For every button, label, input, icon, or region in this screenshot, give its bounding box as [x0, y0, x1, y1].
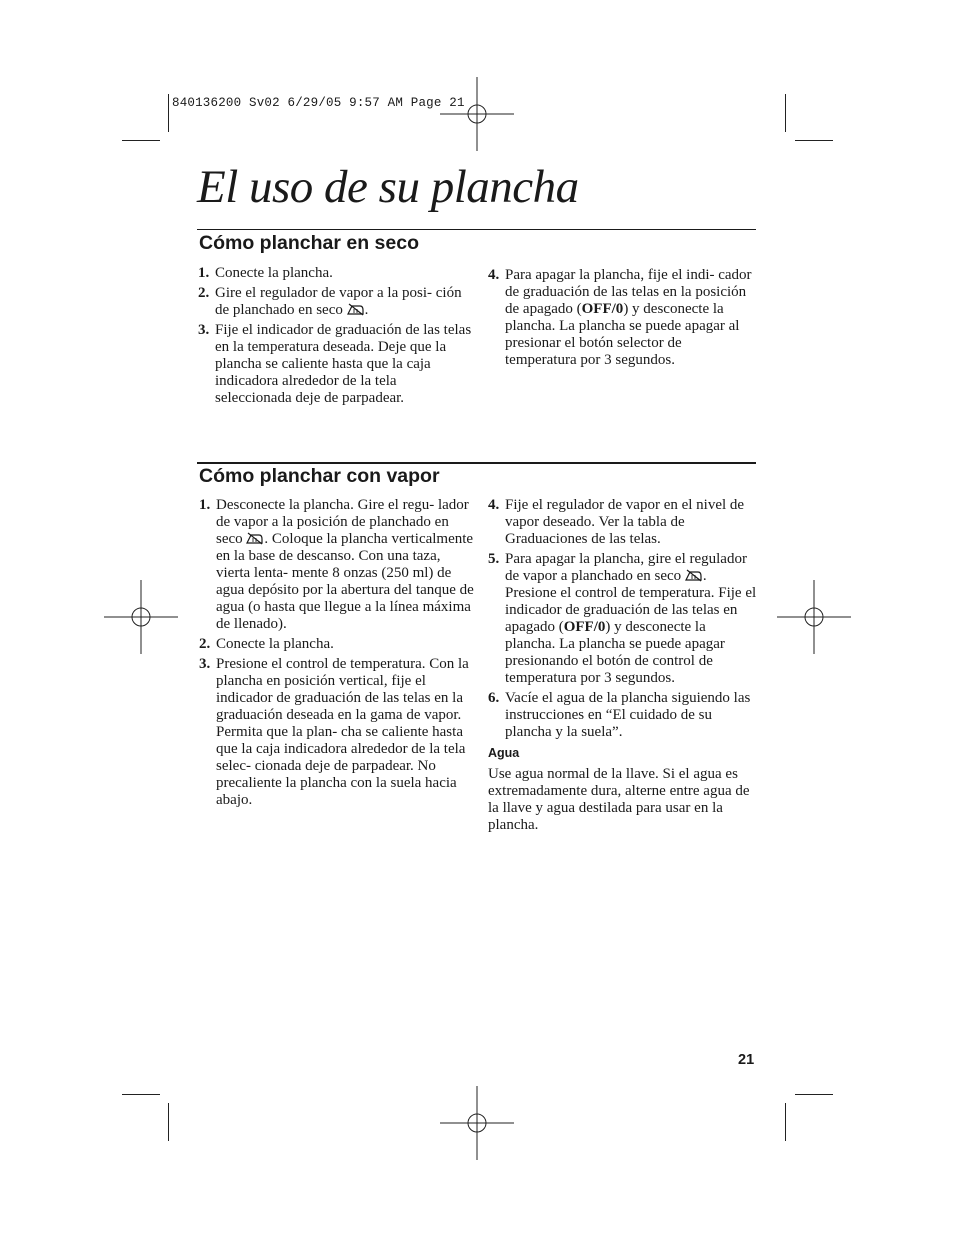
step-text: Conecte la plancha.	[215, 265, 333, 281]
crop-mark	[795, 1094, 833, 1095]
page-title: El uso de su plancha	[197, 161, 579, 213]
crop-mark	[122, 1094, 160, 1095]
crop-mark	[785, 94, 786, 132]
list-item	[199, 656, 474, 809]
step-number: 1.	[199, 497, 211, 513]
section-heading-steam: Cómo planchar con vapor	[199, 465, 440, 487]
list-item	[199, 636, 474, 653]
registration-crosshair-icon	[440, 77, 514, 151]
step-number: 6.	[488, 690, 500, 706]
step-text-middle: . Presione el control de temperatura. Fije el indicador de graduación de las telas en apagado (	[505, 568, 757, 635]
crop-mark	[795, 140, 833, 141]
step-number: 2.	[198, 285, 210, 301]
steam-left-column	[199, 497, 474, 812]
print-slug: 840136200 Sv02 6/29/05 9:57 AM Page 21	[172, 96, 465, 110]
crop-mark	[122, 140, 160, 141]
step-number: 2.	[199, 636, 211, 652]
dry-iron-setting-icon	[685, 568, 703, 582]
off-label: OFF/0	[563, 619, 606, 635]
step-text: Fije el indicador de graduación de las telas en la temperatura deseada. Deje que la plancha se caliente hasta que la caja indicadora alrededor de la tela seleccionada deje de parpadear.	[215, 322, 472, 406]
crop-mark	[168, 1103, 169, 1141]
list-item	[198, 265, 473, 282]
section-rule	[197, 462, 756, 464]
steam-right-column	[488, 497, 758, 834]
step-text: Desconecte la plancha. Gire el regu- lador de vapor a la posición de planchado en seco	[216, 497, 469, 547]
step-text: Fije el regulador de vapor en el nivel de vapor deseado. Ver la tabla de Graduaciones de las telas.	[505, 497, 745, 547]
step-text-suffix: ) y desconecte la plancha. La plancha se puede apagar al presionar el botón selector de temperatura por 3 segundos.	[505, 301, 740, 368]
crop-mark	[168, 94, 169, 132]
list-item	[488, 267, 756, 369]
list-item	[199, 497, 474, 633]
registration-crosshair-icon	[777, 580, 851, 654]
step-text: Para apagar la plancha, gire el regulador de vapor a planchado en seco	[505, 551, 747, 584]
dry-iron-setting-icon	[347, 302, 365, 316]
step-text: Gire el regulador de vapor a la posi- ción de planchado en seco	[215, 285, 462, 318]
registration-crosshair-icon	[440, 1086, 514, 1160]
dry-iron-setting-icon	[246, 531, 264, 545]
registration-crosshair-icon	[104, 580, 178, 654]
step-text: Presione el control de temperatura. Con la plancha en posición vertical, fije el indicador de graduación de las telas en la graduación deseada en la gama de vapor. Permita que la plan- cha se caliente hasta que la caja indicadora alrededor de la tela selec- cionada deje de parpadear. No precaliente la plancha con la suela hacia abajo.	[216, 656, 469, 808]
step-text-suffix: . Coloque la plancha verticalmente en la base de descanso. Con una taza, vierta lenta- mente 8 onzas (250 ml) de agua depósito por la abertura del tanque de agua (o hasta que llegue a la línea máxima de llenado).	[216, 531, 474, 632]
crop-mark	[785, 1103, 786, 1141]
off-label: OFF/0	[581, 301, 624, 317]
step-text-suffix: .	[364, 302, 369, 318]
list-item	[198, 285, 473, 319]
step-number: 1.	[198, 265, 210, 281]
step-number: 4.	[488, 497, 500, 513]
step-number: 3.	[198, 322, 210, 338]
dry-left-column	[198, 265, 473, 410]
step-text-suffix: ) y desconecte la plancha. La plancha se puede apagar presionando el botón de control de temperatura por 3 segundos.	[505, 619, 725, 686]
water-paragraph: Use agua normal de la llave. Si el agua es extremadamente dura, alterne entre agua de la llave y agua destilada para usar en la plancha.	[488, 766, 750, 833]
step-number: 3.	[199, 656, 211, 672]
dry-right-column	[488, 267, 756, 372]
list-item	[488, 551, 758, 687]
step-text: Para apagar la plancha, fije el indi- cador de graduación de las telas en la posición de apagado (	[505, 267, 752, 317]
list-item	[488, 690, 758, 741]
page-number: 21	[738, 1052, 755, 1068]
step-number: 4.	[488, 267, 500, 283]
section-rule	[197, 229, 756, 230]
step-text: Conecte la plancha.	[216, 636, 334, 652]
list-item	[488, 497, 758, 548]
step-text: Vacíe el agua de la plancha siguiendo las instrucciones en “El cuidado de su plancha y la suela”.	[505, 690, 751, 740]
water-subheading: Agua	[488, 746, 520, 760]
list-item	[198, 322, 473, 407]
step-number: 5.	[488, 551, 500, 567]
section-heading-dry: Cómo planchar en seco	[199, 232, 419, 254]
